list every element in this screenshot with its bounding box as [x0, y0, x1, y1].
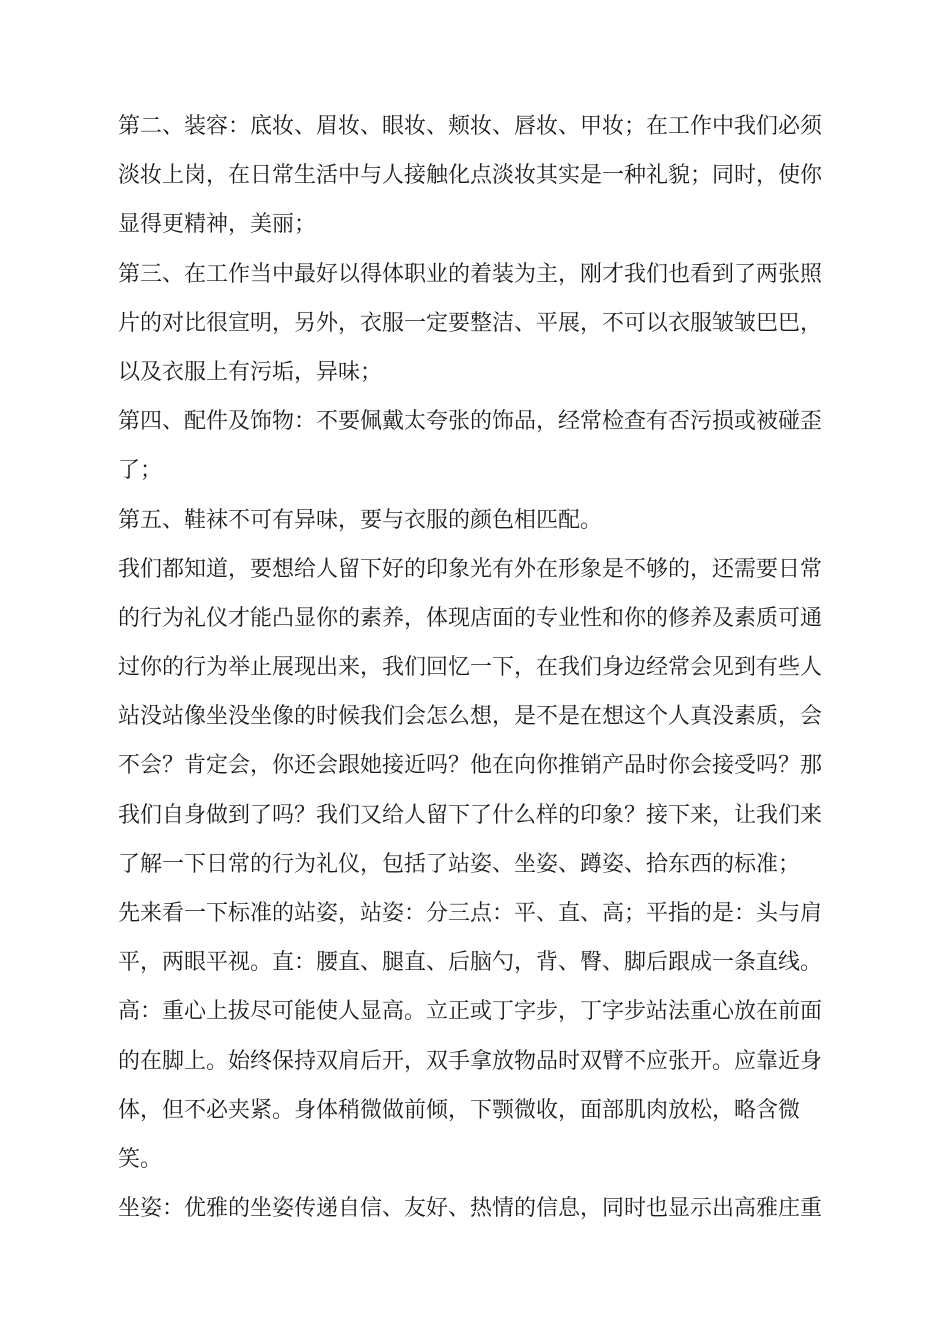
- text-line: 我们都知道，要想给人留下好的印象光有外在形象是不够的，还需要日常: [118, 556, 823, 582]
- text-line: 高：重心上拔尽可能使人显高。立正或丁字步，丁字步站法重心放在前面: [118, 999, 823, 1025]
- text-line: 我们自身做到了吗？我们又给人留下了什么样的印象？接下来，让我们来: [118, 802, 823, 828]
- text-line: 不会？肯定会，你还会跟她接近吗？他在向你推销产品时你会接受吗？那: [118, 753, 823, 779]
- text-line: 第四、配件及饰物：不要佩戴太夸张的饰品，经常检查有否污损或被碰歪: [118, 409, 823, 435]
- text-line: 第二、装容：底妆、眉妆、眼妆、颊妆、唇妆、甲妆；在工作中我们必须: [118, 114, 823, 139]
- text-line: 了解一下日常的行为礼仪，包括了站姿、坐姿、蹲姿、拾东西的标准；: [118, 851, 801, 877]
- text-line: 淡妆上岗，在日常生活中与人接触化点淡妆其实是一种礼貌；同时，使你: [118, 163, 823, 189]
- text-line: 先来看一下标准的站姿，站姿：分三点：平、直、高；平指的是：头与肩: [118, 901, 823, 926]
- text-line: 过你的行为举止展现出来，我们回忆一下，在我们身边经常会见到有些人: [118, 655, 823, 681]
- text-line: 第三、在工作当中最好以得体职业的着装为主，刚才我们也看到了两张照: [118, 261, 823, 287]
- text-line: 体，但不必夹紧。身体稍微做前倾，下颚微收，面部肌肉放松，略含微: [118, 1097, 801, 1123]
- text-line: 第五、鞋袜不可有异味，要与衣服的颜色相匹配。: [118, 507, 603, 533]
- text-line: 平，两眼平视。直：腰直、腿直、后脑勺，背、臀、脚后跟成一条直线。: [118, 950, 823, 976]
- text-line: 的行为礼仪才能凸显你的素养，体现店面的专业性和你的修养及素质可通: [118, 605, 823, 631]
- text-line: 站没站像坐没坐像的时候我们会怎么想，是不是在想这个人真没素质，会: [118, 704, 823, 730]
- text-line: 的在脚上。始终保持双肩后开，双手拿放物品时双臂不应张开。应靠近身: [118, 1048, 823, 1074]
- text-line: 以及衣服上有污垢，异味；: [118, 359, 383, 385]
- body-text: [118, 102, 834, 1233]
- text-line: 了；: [118, 458, 163, 484]
- text-line: 片的对比很宣明，另外，衣服一定要整洁、平展，不可以衣服皱皱巴巴，: [118, 310, 823, 336]
- text-line: 坐姿：优雅的坐姿传递自信、友好、热情的信息，同时也显示出高雅庄重: [118, 1196, 823, 1222]
- text-line: 笑。: [118, 1146, 163, 1172]
- text-line: 显得更精神，美丽；: [118, 212, 317, 238]
